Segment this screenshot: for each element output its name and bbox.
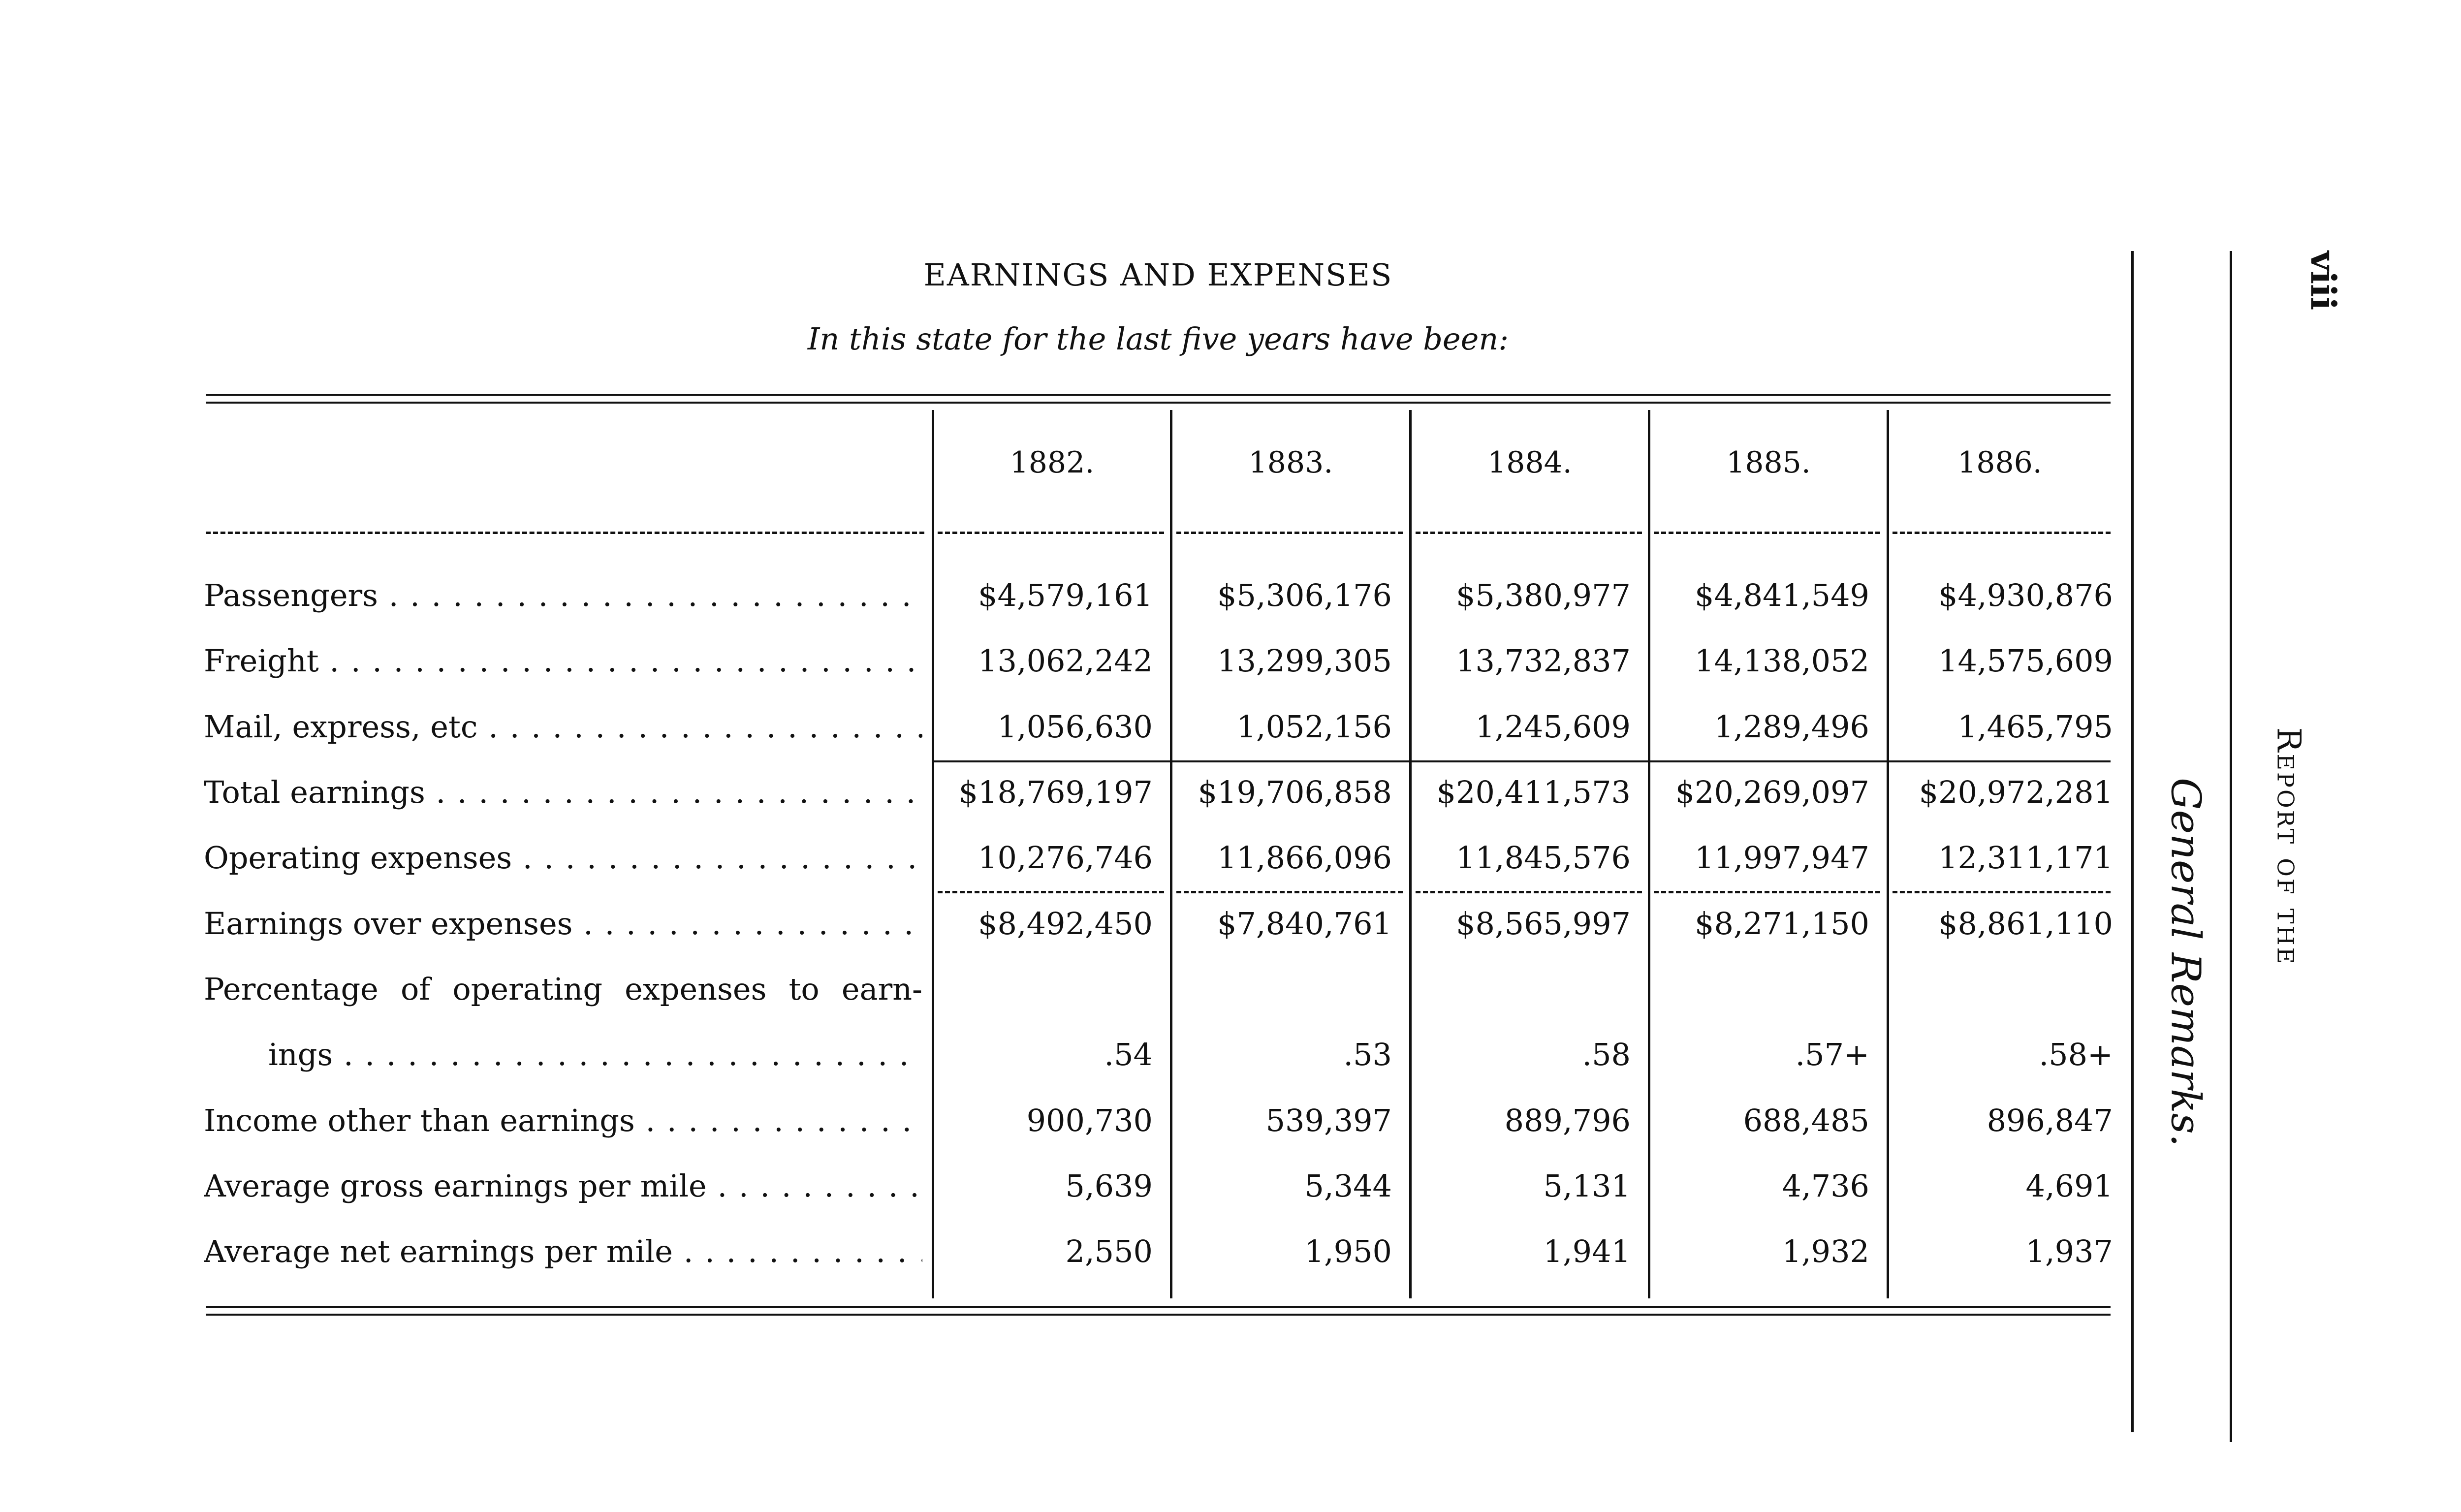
row-label: Mail, express, etc . . . <box>204 705 922 749</box>
row-label: Income other than earnings . . . <box>204 1099 922 1143</box>
top-double-rule-inner <box>206 402 2111 404</box>
table-cell: .58+ <box>2039 1037 2113 1072</box>
table-cell: $20,411,573 <box>1436 774 1631 810</box>
row-label: Passengers . . . <box>204 573 922 618</box>
row-label-line1: Percentage of operating expenses to earn- <box>204 971 922 1007</box>
table-cell: $19,706,858 <box>1198 774 1392 810</box>
table-cell: 1,056,630 <box>997 709 1153 745</box>
header-title: Report of the <box>2270 727 2308 966</box>
table-cell: 11,845,576 <box>1456 840 1631 876</box>
table-cell: 1,950 <box>1304 1233 1392 1269</box>
year-header: 1882. <box>1010 445 1095 480</box>
table-cell: 1,937 <box>2025 1233 2113 1269</box>
year-header: 1883. <box>1248 445 1333 480</box>
table-cell: 1,941 <box>1543 1233 1631 1269</box>
table-cell: $4,579,161 <box>978 577 1153 613</box>
table-cell: 896,847 <box>1987 1102 2113 1138</box>
table-cell: 12,311,171 <box>1938 840 2113 876</box>
row-label: Freight . . . <box>204 639 922 683</box>
table-cell: 10,276,746 <box>978 840 1153 876</box>
running-head: General Remarks. <box>2162 778 2209 1147</box>
row-label: Operating expenses . . . <box>204 836 922 880</box>
table-cell: $7,840,761 <box>1217 906 1392 942</box>
table-cell: 900,730 <box>1026 1102 1153 1138</box>
table-cell: $4,841,549 <box>1695 577 1869 613</box>
table-cell: 14,138,052 <box>1695 643 1869 679</box>
table-cell: .57+ <box>1795 1037 1869 1072</box>
table-cell: 1,932 <box>1782 1233 1869 1269</box>
table-cell: $8,492,450 <box>978 906 1153 942</box>
table-cell: 5,639 <box>1065 1168 1153 1204</box>
header-separator <box>938 532 1164 534</box>
sum-rule <box>1893 891 2111 893</box>
page-subtitle: In this state for the last five years have been: <box>807 321 1509 357</box>
margin-rule <box>2230 251 2232 1442</box>
table-cell: 539,397 <box>1265 1102 1392 1138</box>
page-title: EARNINGS AND EXPENSES <box>923 257 1393 293</box>
header-separator <box>206 532 924 534</box>
sum-rule <box>938 891 1164 893</box>
table-cell: 5,344 <box>1304 1168 1392 1204</box>
table-cell: 5,131 <box>1543 1168 1631 1204</box>
margin-rule <box>2131 251 2134 1432</box>
year-header: 1884. <box>1487 445 1572 480</box>
table-cell: 13,732,837 <box>1456 643 1631 679</box>
table-cell: $8,861,110 <box>1938 906 2113 942</box>
row-label: Total earnings . . . <box>204 770 922 815</box>
table-cell: $8,565,997 <box>1456 906 1631 942</box>
table-cell: 11,997,947 <box>1695 840 1869 876</box>
year-header: 1886. <box>1957 445 2042 480</box>
table-cell: $5,306,176 <box>1217 577 1392 613</box>
table-cell: 4,691 <box>2025 1168 2113 1204</box>
sum-rule <box>1416 891 1642 893</box>
table-cell: 1,465,795 <box>1957 709 2113 745</box>
table-cell: .53 <box>1343 1037 1392 1072</box>
table-cell: 688,485 <box>1743 1102 1869 1138</box>
table-cell: $5,380,977 <box>1456 577 1631 613</box>
table-cell: 14,575,609 <box>1938 643 2113 679</box>
table-cell: 1,052,156 <box>1236 709 1392 745</box>
table-cell: 4,736 <box>1782 1168 1869 1204</box>
table-cell: 13,299,305 <box>1217 643 1392 679</box>
header-separator <box>1893 532 2111 534</box>
header-separator <box>1416 532 1642 534</box>
row-label: Earnings over expenses . . . <box>204 902 922 946</box>
row-label: Average net earnings per mile . . . <box>204 1229 922 1274</box>
page-number: viii <box>2303 251 2344 311</box>
row-label-line2: ings . . . <box>268 1033 923 1077</box>
table-cell: 1,245,609 <box>1475 709 1631 745</box>
sum-rule <box>1654 891 1880 893</box>
header-separator <box>1654 532 1880 534</box>
row-label: Average gross earnings per mile . . . <box>204 1164 922 1208</box>
sum-rule <box>933 760 2111 762</box>
table-cell: 2,550 <box>1065 1233 1153 1269</box>
bottom-double-rule-inner <box>206 1314 2111 1316</box>
table-cell: .58 <box>1582 1037 1631 1072</box>
table-cell: $8,271,150 <box>1695 906 1869 942</box>
sum-rule <box>1176 891 1403 893</box>
year-header: 1885. <box>1726 445 1811 480</box>
table-cell: $20,972,281 <box>1919 774 2113 810</box>
table-cell: $18,769,197 <box>958 774 1153 810</box>
header-separator <box>1176 532 1403 534</box>
top-double-rule <box>206 394 2111 396</box>
table-cell: 13,062,242 <box>978 643 1153 679</box>
bottom-double-rule <box>206 1306 2111 1308</box>
table-cell: 1,289,496 <box>1714 709 1869 745</box>
table-cell: $4,930,876 <box>1938 577 2113 613</box>
table-cell: 11,866,096 <box>1217 840 1392 876</box>
table-cell: 889,796 <box>1504 1102 1631 1138</box>
table-cell: .54 <box>1104 1037 1153 1072</box>
table-cell: $20,269,097 <box>1675 774 1869 810</box>
